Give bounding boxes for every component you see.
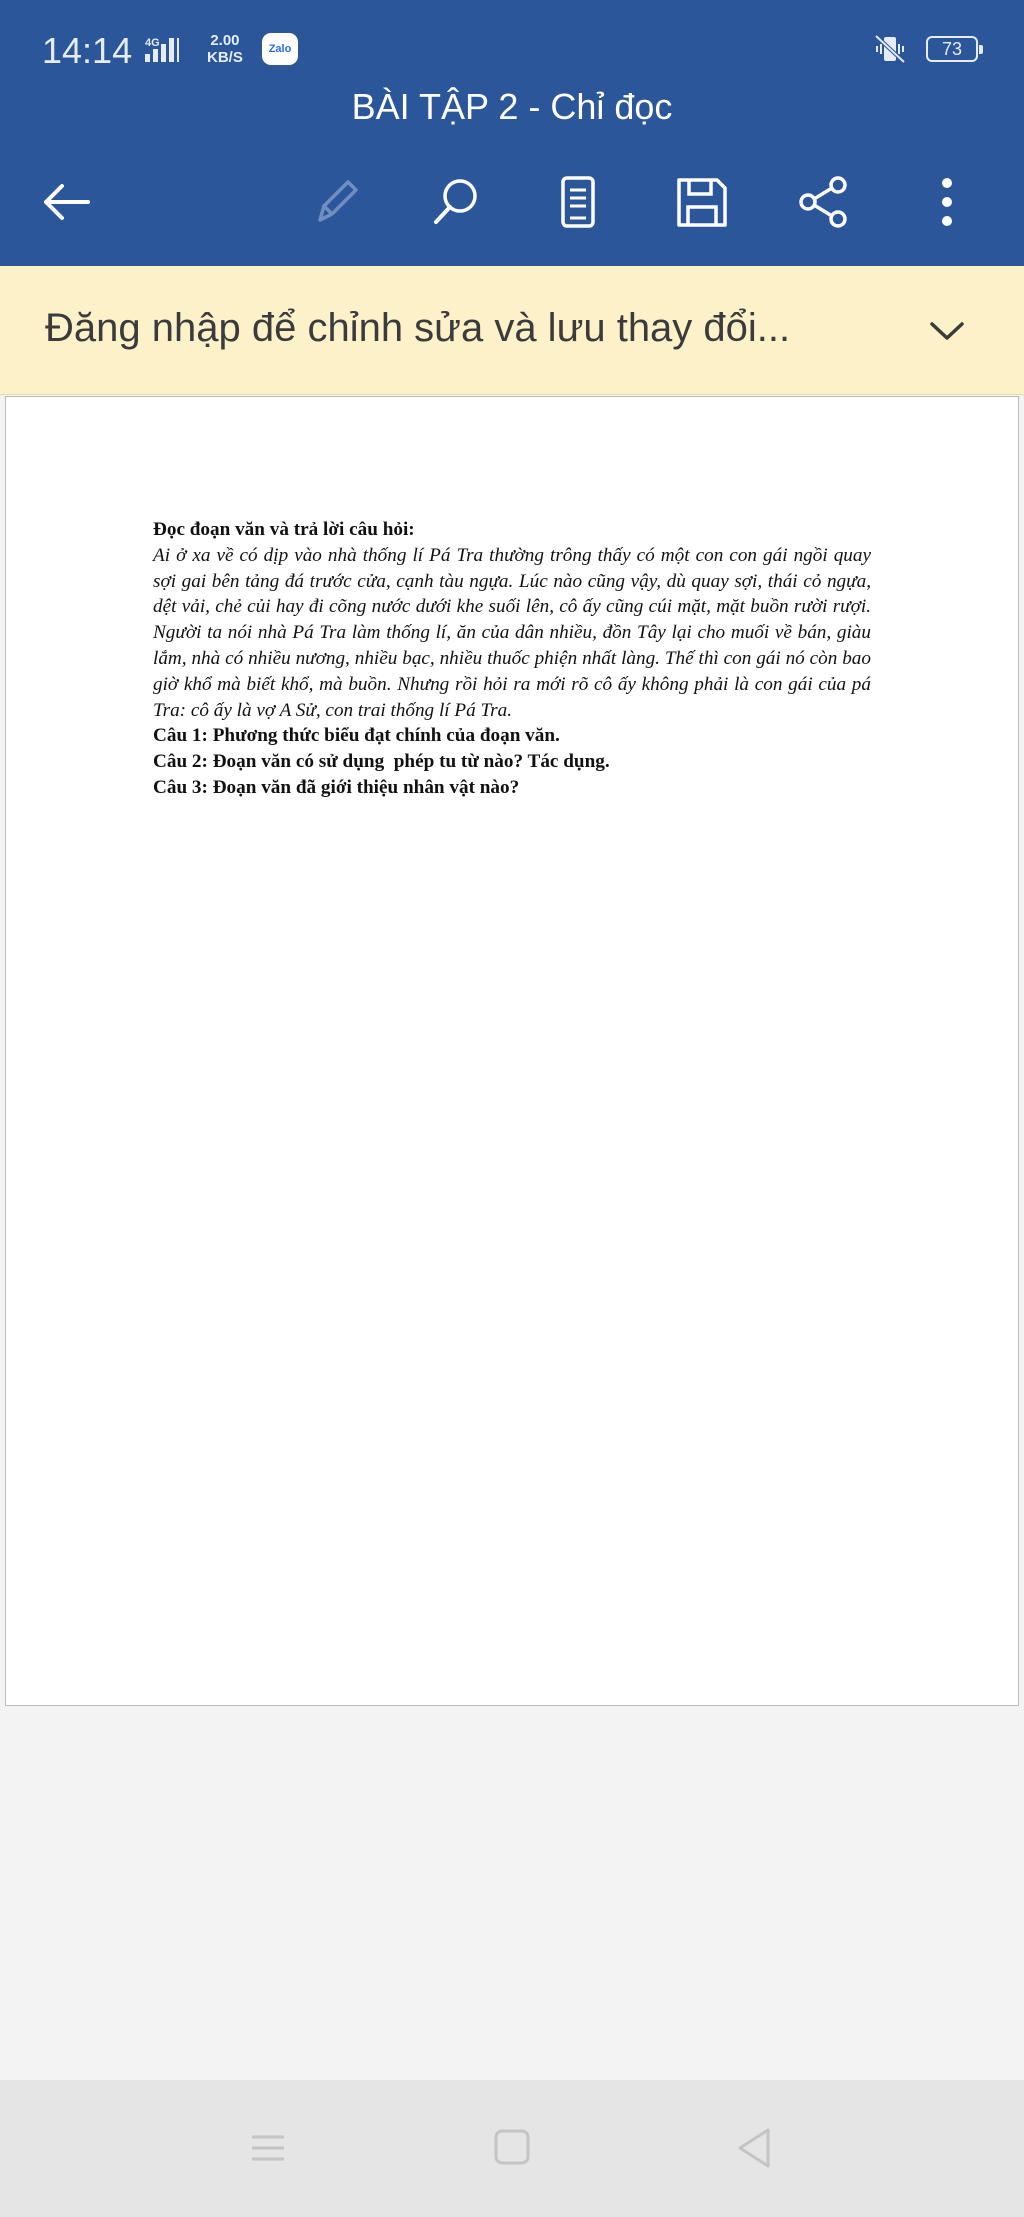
sign-in-banner[interactable] <box>0 266 1024 395</box>
network-speed <box>207 32 243 66</box>
question-3: Câu 3: Đoạn văn đã giới thiệu nhân vật nào? <box>153 776 520 798</box>
battery-indicator: 73 <box>926 36 978 62</box>
zalo-notification-icon: Zalo <box>262 33 298 65</box>
chevron-down-icon[interactable] <box>922 306 972 356</box>
reading-view-icon <box>548 172 608 232</box>
system-back-button[interactable] <box>720 2118 790 2178</box>
search-button[interactable] <box>420 166 492 238</box>
save-button[interactable] <box>666 166 738 238</box>
search-icon <box>426 172 486 232</box>
speed-value: 2.00 <box>210 32 240 49</box>
document-heading: Đọc đoạn văn và trả lời câu hỏi: <box>153 519 415 540</box>
status-bar <box>0 0 1024 100</box>
share-button[interactable] <box>788 166 860 238</box>
home-square-icon <box>487 2126 537 2170</box>
home-button[interactable] <box>477 2118 547 2178</box>
back-triangle-icon <box>730 2123 780 2173</box>
question-1: Câu 1: Phương thức biểu đạt chính của đoạn văn. <box>153 725 560 747</box>
document-content <box>153 517 871 801</box>
more-vertical-icon <box>927 172 967 232</box>
network-type: 4G <box>145 37 160 49</box>
status-time: 14:14 <box>42 30 133 71</box>
menu-icon <box>243 2128 293 2168</box>
signal-icon <box>143 34 193 66</box>
back-button[interactable] <box>30 166 102 238</box>
vibrate-mute-icon <box>870 32 910 66</box>
edit-button[interactable] <box>300 166 372 238</box>
share-icon <box>794 172 854 232</box>
recent-apps-button[interactable] <box>233 2118 303 2178</box>
pencil-icon <box>306 172 366 232</box>
document-passage: Ai ở xa về có dịp vào nhà thống lí Pá Tra thường trông thấy có một con con gái ngồi quay sợi gai bên tảng đá trước cửa, cạnh tàu ngựa. Lúc nào cũng vậy, dù quay sợi, thái cỏ ngựa, dệt vải, chẻ củi hay đi cõng nước dưới khe suối lên, cô ấy cũng cúi mặt, mặt buồn rười rượi. Người ta nói nhà Pá Tra làm thống lí, ăn của dân nhiều, đồn Tây lại cho muối về bán, giàu lắm, nhà có nhiều nương, nhiều bạc, nhiều thuốc phiện nhất làng. Thế thì con gái nó còn bao giờ khổ mà biết khổ, mà buồn. Nhưng rồi hỏi ra mới rõ cô ấy không phải là con gái của pá Tra: cô ấy là vợ A Sử, con trai thống lí Pá Tra. <box>153 544 871 721</box>
document-title: BÀI TẬP 2 - Chỉ đọc <box>351 86 673 127</box>
question-2: Câu 2: Đoạn văn có sử dụng phép tu từ nào? Tác dụng. <box>153 751 610 773</box>
reading-view-button[interactable] <box>542 166 614 238</box>
arrow-left-icon <box>36 177 96 227</box>
save-icon <box>672 172 732 232</box>
more-options-button[interactable] <box>911 166 983 238</box>
sign-in-banner-text: Đăng nhập để chỉnh sửa và lưu thay đổi... <box>45 306 791 350</box>
app-header <box>0 0 1024 266</box>
speed-unit: KB/S <box>207 49 243 66</box>
